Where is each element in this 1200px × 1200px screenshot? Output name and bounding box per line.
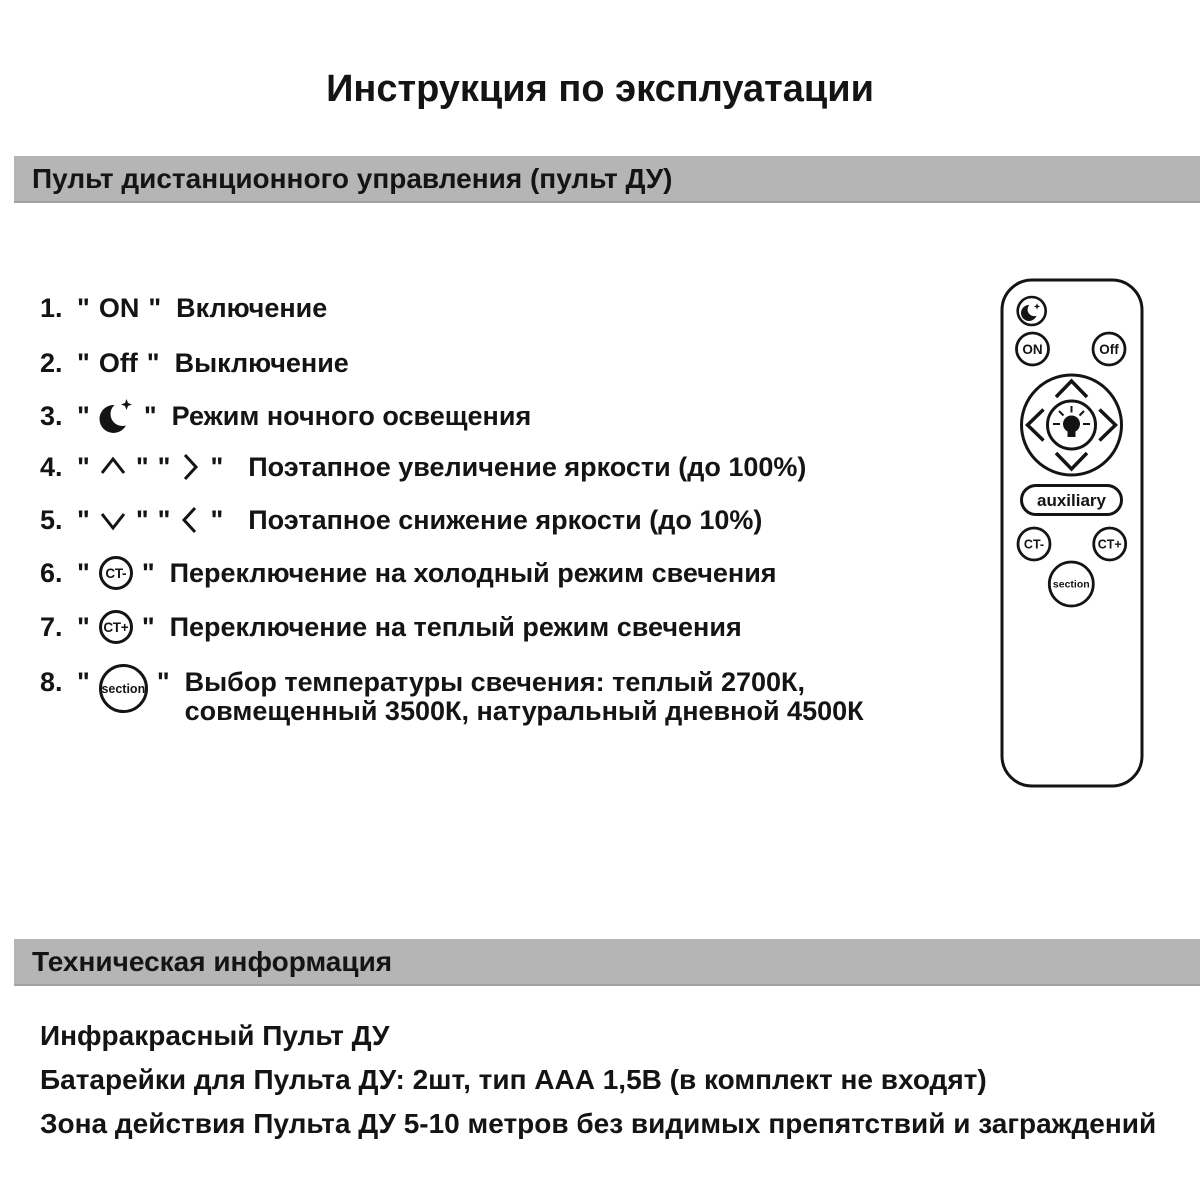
item-description: Режим ночного освещения [171,400,532,431]
item-number: 7. [40,611,63,642]
moon-icon [99,397,135,435]
svg-text:CT+: CT+ [1097,537,1122,552]
key-label-on: ON [98,293,140,323]
key-label-off: Off [98,348,138,378]
list-item-off [40,348,349,379]
item-number: 4. [40,451,63,482]
tech-info-line: Батарейки для Пульта ДУ: 2шт, тип ААА 1,5В (в комплект не входят) [40,1064,987,1095]
quote-mark: " [135,451,149,482]
quote-mark: " [135,504,149,535]
item-description: Поэтапное снижение яркости (до 10%) [248,504,763,535]
ct-plus-key-icon: CT+ [99,610,133,644]
list-item-night-mode [40,397,531,435]
quote-mark: " [141,611,155,642]
item-description: Выключение [174,348,349,378]
quote-mark: " [77,293,90,323]
item-description: Включение [176,293,328,323]
section-header-remote [14,156,1200,203]
chevron-right-icon [177,451,203,483]
quote-mark: " [157,504,171,535]
quote-mark: " [143,400,157,431]
item-number: 6. [40,557,63,588]
list-item-brightness-down [40,504,762,536]
quote-mark: " [77,451,90,482]
remote-control-illustration [995,278,1148,795]
tech-info-line: Зона действия Пульта ДУ 5-10 метров без видимых препятствий и заграждений [40,1108,1157,1139]
quote-mark: " [157,451,171,482]
quote-mark: " [77,557,90,588]
quote-mark: " [77,611,90,642]
item-number: 5. [40,504,63,535]
tech-info-line: Инфракрасный Пульт ДУ [40,1020,390,1051]
item-number: 1. [40,293,63,323]
item-description [185,668,864,726]
section-header-tech [14,939,1200,986]
item-description: Переключение на теплый режим свечения [169,611,742,642]
page-title: Инструкция по эксплуатации [326,68,874,110]
section-header-tech-label: Техническая информация [32,945,393,977]
item-description-line2: совмещенный 3500К, натуральный дневной 4500К [184,696,864,726]
quote-mark: " [148,293,162,323]
svg-text:Off: Off [1099,342,1119,357]
item-number: 8. [40,667,63,697]
svg-text:auxiliary: auxiliary [1037,491,1106,510]
svg-text:section: section [1052,578,1090,591]
tech-info [40,1014,1156,1146]
list-item-ct-minus [40,556,777,590]
quote-mark: " [77,667,90,697]
quote-mark: " [210,504,224,535]
item-description: Поэтапное увеличение яркости (до 100%) [248,451,807,482]
chevron-down-icon [97,505,129,535]
item-description: Переключение на холодный режим свечения [169,557,777,588]
quote-mark: " [77,400,90,431]
item-number: 2. [40,348,63,378]
quote-mark: " [77,504,90,535]
list-item-brightness-up [40,451,806,483]
list-item-on [40,293,327,324]
chevron-up-icon [97,452,129,482]
list-item-ct-plus [40,610,742,644]
quote-mark: " [210,451,224,482]
svg-text:CT-: CT- [1023,537,1045,552]
chevron-left-icon [177,504,203,536]
item-description-line1: Выбор температуры свечения: теплый 2700К, [184,667,805,697]
section-key-icon: section [99,664,148,713]
item-number: 3. [40,400,63,431]
ct-minus-key-icon: CT- [99,556,133,590]
quote-mark: " [146,348,160,378]
quote-mark: " [156,667,170,697]
svg-text:ON: ON [1022,342,1043,357]
quote-mark: " [77,348,90,378]
list-item-section [40,668,864,726]
section-header-remote-label: Пульт дистанционного управления (пульт ДУ) [32,162,673,194]
quote-mark: " [141,557,155,588]
